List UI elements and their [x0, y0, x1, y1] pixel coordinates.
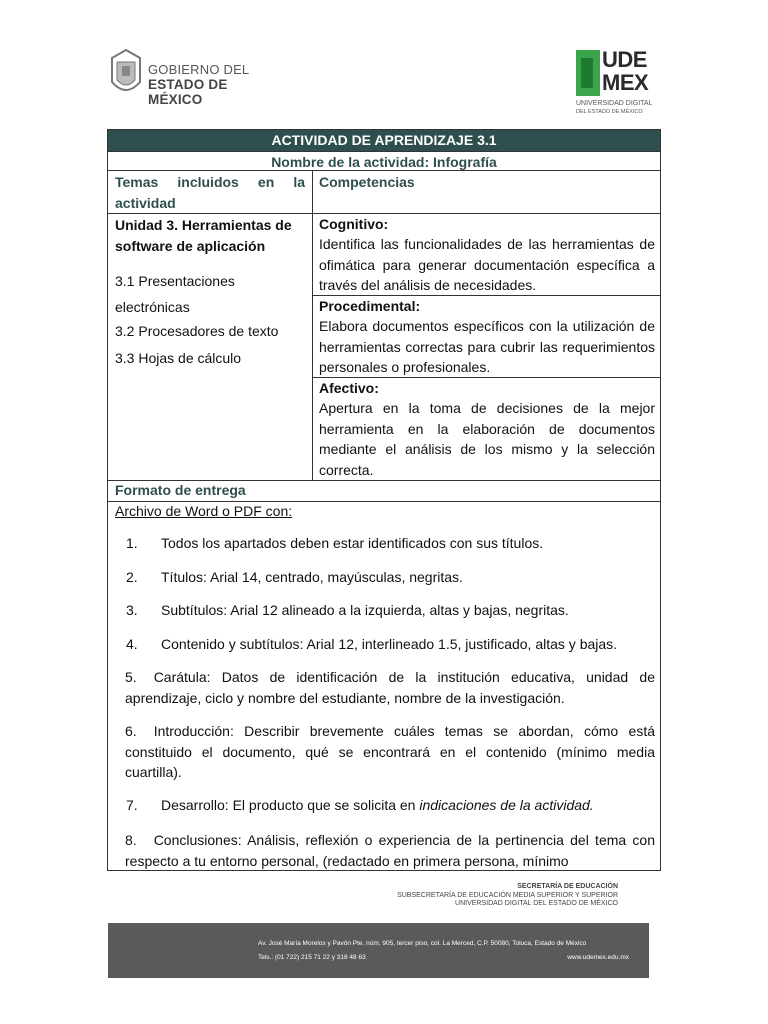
udemex-subtitle	[576, 100, 656, 116]
afectivo-text: Apertura en la toma de decisiones de la mejor herramienta en la elaboración de documentos mediante el análisis de los mismo y la selección correcta.	[319, 400, 655, 478]
activity-name: Nombre de la actividad: Infografía	[108, 151, 660, 171]
secretaria-block	[397, 883, 618, 909]
gobierno-line2: ESTADO DE MÉXICO	[148, 77, 228, 107]
list-item	[108, 634, 654, 655]
gobierno-text	[148, 62, 278, 107]
list-item	[125, 830, 655, 871]
list-item	[108, 600, 654, 621]
activity-table	[107, 129, 661, 871]
item-italic: indicaciones de la actividad.	[419, 797, 594, 813]
item-text: Todos los apartados deben estar identificados con sus títulos.	[161, 535, 544, 551]
item-number: 4.	[126, 636, 138, 652]
item-text: Contenido y subtítulos: Arial 12, interlineado 1.5, justificado, altas y bajas.	[161, 636, 618, 652]
item-number: 2.	[126, 569, 138, 585]
udemex-sub1: UNIVERSIDAD DIGITAL	[576, 100, 653, 107]
item-text: Títulos: Arial 14, centrado, mayúsculas, negritas.	[161, 569, 463, 585]
footer-phone: Tels.: (01 722) 215 71 22 y 318 48 63	[258, 954, 366, 961]
udemex-mark-icon	[576, 50, 600, 96]
item-number: 7.	[126, 797, 138, 813]
udemex-sub2: DEL ESTADO DE MÉXICO	[576, 109, 643, 115]
table-title: ACTIVIDAD DE APRENDIZAJE 3.1	[108, 130, 660, 151]
competencies-header: Competencias	[319, 174, 415, 190]
topic-1: 3.1 Presentaciones electrónicas	[115, 273, 235, 315]
item-text: Desarrollo: El producto que se solicita en	[161, 797, 420, 813]
item-number: 6.	[125, 723, 137, 739]
secretaria-line3: UNIVERSIDAD DIGITAL DEL ESTADO DE MÉXICO	[455, 900, 618, 907]
udemex-wordmark	[602, 48, 648, 94]
item-text: Conclusiones: Análisis, reflexión o experiencia de la pertinencia del tema con respecto a tu entorno personal, (redactado en primera persona, mínimo	[125, 832, 655, 869]
unit-title: Unidad 3. Herramientas de software de aplicación	[115, 217, 292, 254]
list-item	[125, 667, 655, 708]
cognitivo-label: Cognitivo:	[319, 216, 389, 232]
afectivo-label: Afectivo:	[319, 380, 379, 396]
procedimental-label: Procedimental:	[319, 298, 421, 314]
gobierno-line1: GOBIERNO DEL	[148, 62, 250, 77]
column-divider	[312, 171, 313, 481]
udemex-logo	[574, 48, 654, 122]
cognitivo-text: Identifica las funcionalidades de las herramientas de ofimática para generar documentación específica a través del análisis de necesidades.	[319, 236, 655, 293]
topics-header: Temas incluidos en la actividad	[115, 174, 305, 211]
udemex-line1: UDE	[602, 47, 647, 72]
item-text: Subtítulos: Arial 12 alineado a la izquierda, altas y bajas, negritas.	[161, 602, 569, 618]
item-text: Carátula: Datos de identificación de la institución educativa, unidad de aprendizaje, ciclo y nombre del estudiante, nombre de la investigación.	[125, 669, 655, 706]
coat-of-arms-icon	[108, 48, 144, 100]
list-item	[108, 567, 654, 588]
formato-header: Formato de entrega	[115, 482, 246, 498]
footer-address: Av. José María Morelos y Pavón Pte. núm. 905, tercer piso, col. La Merced, C.P. 50080, Toluca, Estado de México	[258, 940, 587, 947]
item-number: 1.	[126, 535, 138, 551]
footer-website[interactable]: www.udemex.edu.mx	[567, 954, 629, 961]
gobierno-logo	[108, 48, 278, 107]
footer-bar	[108, 923, 649, 978]
udemex-line2: MEX	[602, 70, 649, 95]
secretaria-line1: SECRETARÍA DE EDUCACIÓN	[517, 883, 618, 890]
list-item	[108, 533, 654, 554]
formato-intro: Archivo de Word o PDF con:	[115, 503, 293, 519]
item-number: 8.	[125, 832, 137, 848]
item-number: 5.	[125, 669, 137, 685]
item-number: 3.	[126, 602, 138, 618]
secretaria-line2: SUBSECRETARÍA DE EDUCACIÓN MEDIA SUPERIOR Y SUPERIOR	[397, 891, 618, 899]
list-item	[108, 795, 654, 816]
topic-2: 3.2 Procesadores de texto	[115, 323, 279, 339]
topic-3: 3.3 Hojas de cálculo	[115, 350, 242, 366]
list-item	[125, 721, 655, 783]
procedimental-text: Elabora documentos específicos con la utilización de herramientas correctas para cubrir las requerimientos personales o profesionales.	[319, 318, 655, 375]
item-text: Introducción: Describir brevemente cuáles temas se abordan, cómo está constituido el documento, qué se encontrará en el contenido (mínimo media cuartilla).	[125, 723, 655, 780]
